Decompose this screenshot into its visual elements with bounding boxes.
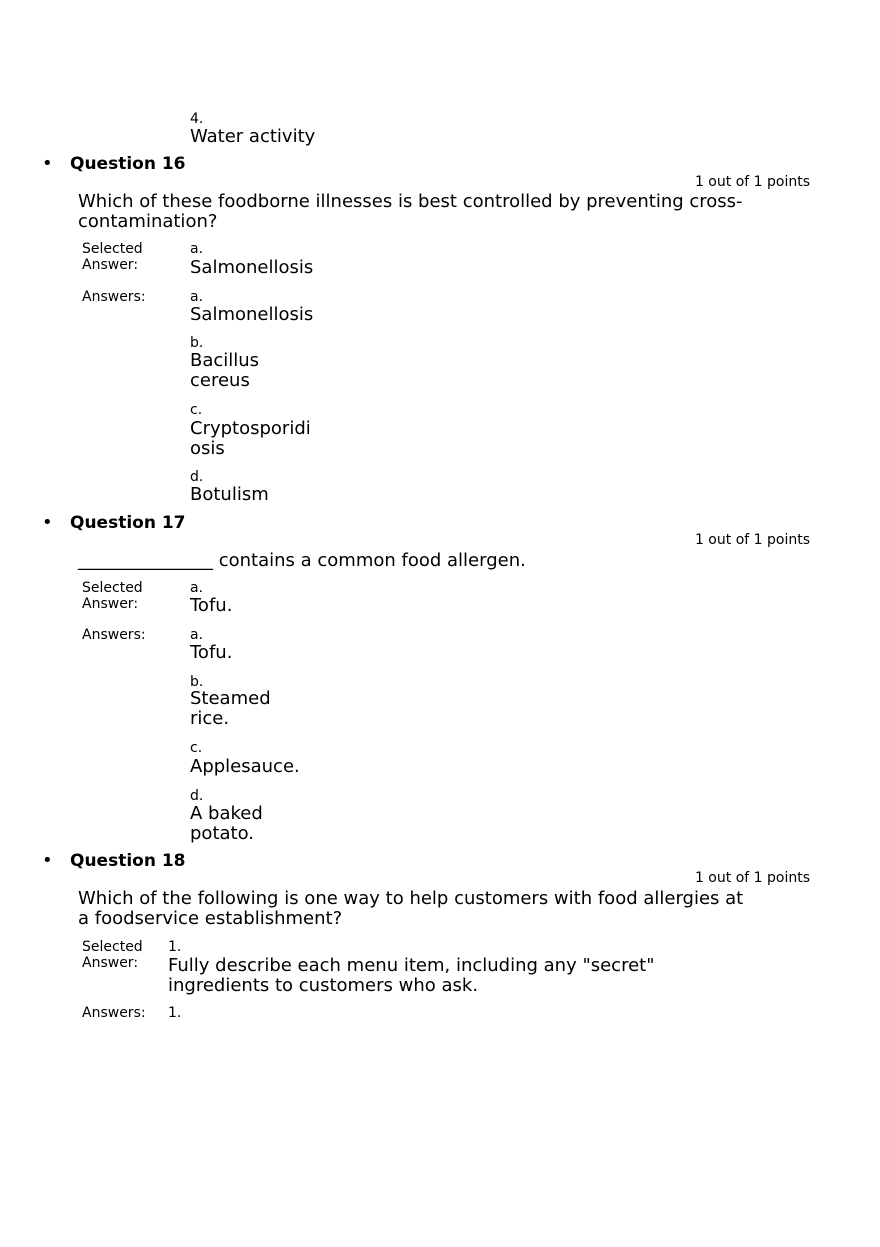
answers-label: Answers:: [82, 289, 146, 305]
question-title: Question 18: [70, 851, 186, 871]
selected-answer-label-line-2: Answer:: [82, 955, 139, 971]
selected-answer-text: Tofu.: [190, 595, 233, 616]
bullet-icon: •: [42, 153, 53, 174]
selected-answer-letter: a.: [190, 580, 204, 596]
option-text-line-2: osis: [190, 438, 225, 459]
points-score: 1 out of 1 points: [694, 870, 810, 886]
prev-option-text: Water activity: [190, 126, 316, 147]
option-letter: d.: [190, 788, 204, 804]
question-text-line-2: contamination?: [78, 211, 218, 232]
selected-answer-letter: a.: [190, 241, 204, 257]
selected-answer-label-line-1: Selected: [82, 580, 143, 596]
option-text: A baked: [190, 803, 263, 824]
option-text-line-2: cereus: [190, 370, 250, 391]
points-score: 1 out of 1 points: [694, 532, 810, 548]
option-letter: 1.: [168, 1005, 182, 1021]
bullet-icon: •: [42, 512, 53, 533]
question-text-line-2: a foodservice establishment?: [78, 908, 343, 929]
answers-label: Answers:: [82, 1005, 146, 1021]
question-title: Question 17: [70, 513, 186, 533]
points-score: 1 out of 1 points: [694, 174, 810, 190]
question-text-line-1: Which of the following is one way to help customers with food allergies at: [78, 888, 744, 909]
question-text-line-1: Which of these foodborne illnesses is best controlled by preventing cross-: [78, 191, 743, 212]
option-letter: c.: [190, 740, 203, 756]
question-text-line-1: _______________ contains a common food allergen.: [78, 550, 526, 571]
option-text: Tofu.: [190, 642, 233, 663]
selected-answer-text: Salmonellosis: [190, 257, 314, 278]
selected-answer-text-line-2: ingredients to customers who ask.: [168, 975, 479, 996]
option-text: Applesauce.: [190, 756, 300, 777]
selected-answer-text-line-1: Fully describe each menu item, including any "secret": [168, 955, 655, 976]
option-letter: d.: [190, 469, 204, 485]
answers-label: Answers:: [82, 627, 146, 643]
option-text: Steamed: [190, 688, 271, 709]
selected-answer-letter: 1.: [168, 939, 182, 955]
option-text: Salmonellosis: [190, 304, 314, 325]
option-letter: b.: [190, 674, 204, 690]
selected-answer-label-line-2: Answer:: [82, 257, 139, 273]
option-text-line-2: potato.: [190, 823, 255, 844]
option-text: Bacillus: [190, 350, 260, 371]
option-letter: a.: [190, 627, 204, 643]
option-letter: b.: [190, 335, 204, 351]
prev-option-letter: 4.: [190, 111, 204, 127]
question-title: Question 16: [70, 154, 186, 174]
selected-answer-label-line-1: Selected: [82, 939, 143, 955]
selected-answer-label-line-1: Selected: [82, 241, 143, 257]
selected-answer-label-line-2: Answer:: [82, 596, 139, 612]
bullet-icon: •: [42, 850, 53, 871]
option-text: Cryptosporidi: [190, 418, 311, 439]
option-text: Botulism: [190, 484, 269, 505]
option-letter: a.: [190, 289, 204, 305]
option-letter: c.: [190, 402, 203, 418]
option-text-line-2: rice.: [190, 708, 230, 729]
